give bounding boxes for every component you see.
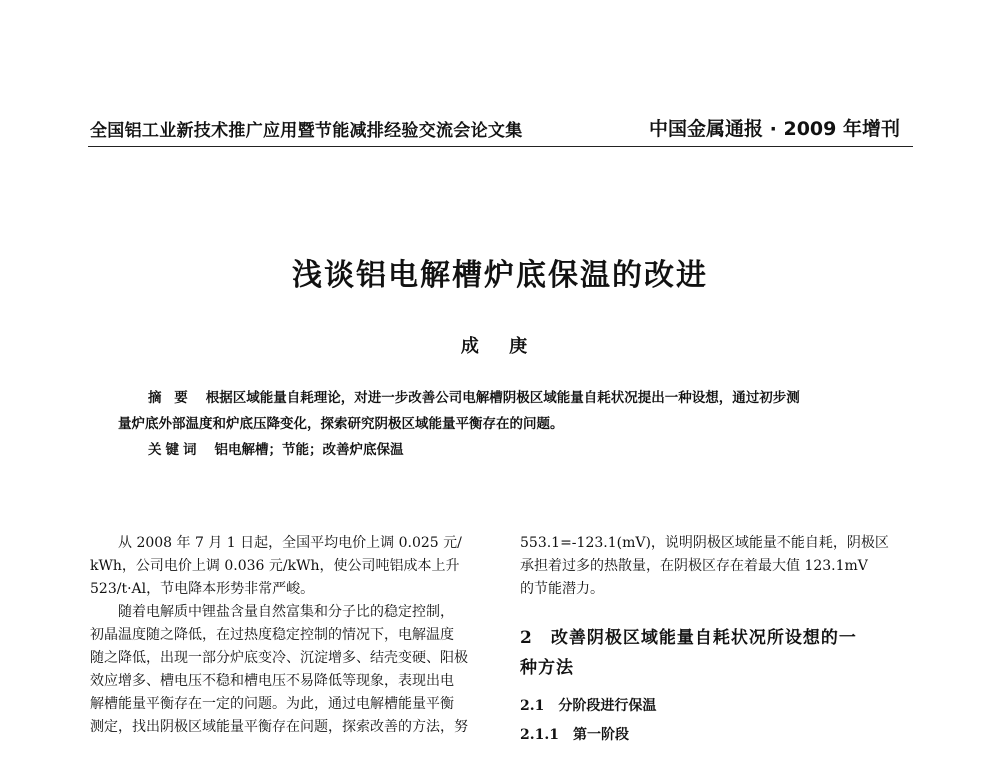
body-line: 效应增多、槽电压不稳和槽电压不易降低等现象，表现出电 [90,673,454,689]
author: 成 庚 [460,336,540,357]
body-line: kWh，公司电价上调 0.036 元/kWh，使公司吨铝成本上升 [90,558,460,574]
running-header-right: 中国金属通报 · 2009 年增刊 [649,118,900,140]
body-line: 从 2008 年 7 月 1 日起，全国平均电价上调 0.025 元/ [118,535,462,551]
keywords-line [148,440,404,460]
body-line: 523/t·Al，节电降本形势非常严峻。 [90,581,315,597]
body-line: 测定，找出阴极区域能量平衡存在问题，探索改善的方法，努 [90,719,468,735]
paper-title: 浅谈铝电解槽炉底保温的改进 [292,258,708,293]
left-column [90,532,490,739]
section-heading-cont: 种方法 [520,658,574,678]
body-line: 随着电解质中锂盐含量自然富集和分子比的稳定控制， [118,604,454,620]
abstract-line-2: 量炉底外部温度和炉底压降变化，探索研究阴极区域能量平衡存在的问题。 [118,416,564,432]
abstract-text-1: 根据区域能量自耗理论，对进一步改善公司电解槽阴极区域能量自耗状况提出一种设想，通过初步测 [205,390,800,406]
body-line: 承担着过多的热散量，在阴极区存在着最大值 123.1mV [520,558,868,574]
header-rule [88,146,913,147]
keywords-label: 关键词 [148,442,201,458]
keywords-text: 铝电解槽；节能；改善炉底保温 [214,442,404,458]
abstract-label: 摘 要 [148,390,192,406]
right-column [520,532,920,747]
abstract-line-1 [148,388,800,408]
body-line: 的节能潜力。 [520,581,604,597]
section-heading: 2 改善阴极区域能量自耗状况所设想的一 [520,628,857,648]
running-header-left: 全国铝工业新技术推广应用暨节能减排经验交流会论文集 [90,121,523,141]
subsubsection-heading: 2.1.1 第一阶段 [520,727,629,743]
body-line: 初晶温度随之降低，在过热度稳定控制的情况下，电解温度 [90,627,454,643]
body-line: 553.1=-123.1(mV)，说明阴极区域能量不能自耗，阴极区 [520,535,889,551]
subsection-heading: 2.1 分阶段进行保温 [520,698,657,714]
body-line: 随之降低，出现一部分炉底变冷、沉淀增多、结壳变硬、阳极 [90,650,468,666]
body-line: 解槽能量平衡存在一定的问题。为此，通过电解槽能量平衡 [90,696,454,712]
